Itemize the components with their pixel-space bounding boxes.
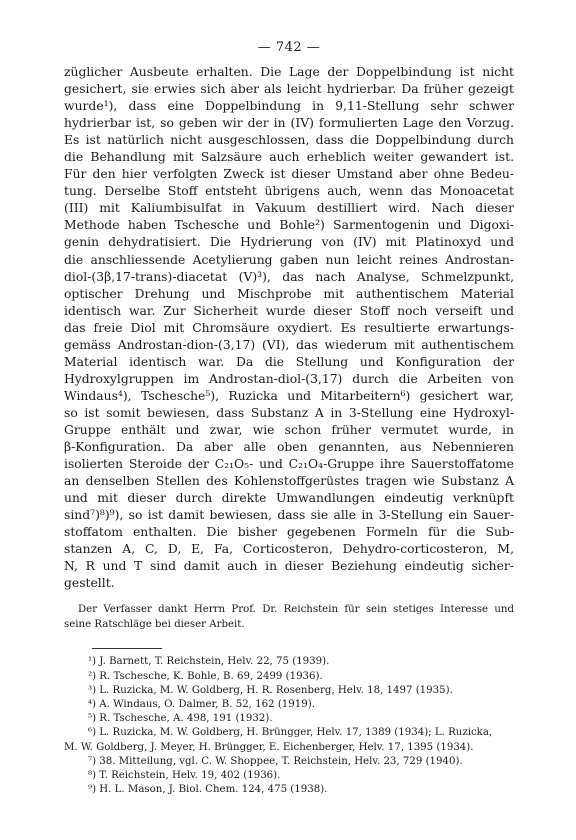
body-line: die Behandlung mit Salzsäure auch erheblich weiter gewandert ist. (64, 150, 514, 165)
body-line: Hydroxylgruppen im Androstan-diol-(3,17) durch die Arbeiten von (64, 371, 514, 386)
footnote-continuation: M. W. Goldberg, J. Meyer, H. Brüngger, E. Eichenberger, Helv. 17, 1395 (1934). (64, 741, 474, 753)
body-line: gemäss Androstan-dion-(3,17) (VI), das wiederum mit authentischem (64, 337, 514, 352)
body-line: Für den hier verfolgten Zweck ist dieser Umstand aber ohne Bedeu- (64, 167, 514, 182)
body-line: Windaus⁴), Tschesche⁵), Ruzicka und Mitarbeitern⁶) gesichert war, (64, 388, 514, 403)
body-line: stanzen A, C, D, E, Fa, Corticosteron, Dehydro-corticosteron, M, (64, 542, 514, 557)
body-line: an denselben Stellen des Kohlenstoffgerüstes tragen wie Substanz A (64, 474, 514, 489)
body-line: die anschliessende Acetylierung gaben nun leicht reines Androstan- (64, 252, 514, 267)
body-line: Es ist natürlich nicht ausgeschlossen, dass die Doppelbindung durch (64, 133, 514, 148)
footnote: ⁹) H. L. Mason, J. Biol. Chem. 124, 475 (1938). (88, 784, 328, 796)
body-line: Gruppe enthält und zwar, wie schon früher vermutet wurde, in (64, 422, 514, 437)
footnote: ¹) J. Barnett, T. Reichstein, Helv. 22, 75 (1939). (88, 656, 330, 668)
body-line: Methode haben Tschesche und Bohle²) Sarmentogenin und Digoxi- (64, 218, 514, 233)
footnote: ⁷) 38. Mitteilung, vgl. C. W. Shoppee, T. Reichstein, Helv. 23, 729 (1940). (88, 755, 463, 767)
body-line: tung. Derselbe Stoff entsteht übrigens auch, wenn das Monoacetat (64, 184, 514, 199)
body-line: identisch war. Zur Sicherheit wurde dieser Stoff noch verseift und (64, 303, 514, 318)
footnote: ⁴) A. Windaus, O. Dalmer, B. 52, 162 (1919). (88, 699, 315, 711)
body-line: sind⁷)⁸)⁹), so ist damit bewiesen, dass sie alle in 3-Stellung ein Sauer- (64, 508, 514, 523)
footnote-list (64, 655, 514, 797)
footnote: ²) R. Tschesche, K. Bohle, B. 69, 2499 (1936). (88, 670, 323, 682)
page-number: — 742 — (257, 40, 321, 55)
body-line: optischer Drehung und Mischprobe mit authentischem Material (64, 286, 514, 301)
footnote: ³) L. Ruzicka, M. W. Goldberg, H. R. Rosenberg, Helv. 18, 1497 (1935). (88, 684, 453, 696)
body-text (64, 64, 514, 592)
footnote: ⁶) L. Ruzicka, M. W. Goldberg, H. Brüngger, Helv. 17, 1389 (1934); L. Ruzicka, (88, 727, 493, 739)
body-line: diol-(3β,17-trans)-diacetat (V)³), das nach Analyse, Schmelzpunkt, (64, 269, 514, 284)
body-line: β-Konfiguration. Da aber alle oben genannten, aus Nebennieren (64, 440, 514, 455)
body-line: gestellt. (64, 576, 115, 591)
acknowledgement-line: Der Verfasser dankt Herrn Prof. Dr. Reichstein für sein stetiges Interesse und (78, 604, 514, 616)
body-line: N, R und T sind damit auch in dieser Beziehung eindeutig sicher- (64, 559, 514, 574)
body-line: wurde¹), dass eine Doppelbindung in 9,11-Stellung sehr schwer (64, 99, 514, 114)
body-line: Material identisch war. Da die Stellung und Konfiguration der (64, 354, 514, 369)
body-line: das freie Diol mit Chromsäure oxydiert. Es resultierte erwartungs- (64, 320, 514, 335)
acknowledgement (64, 603, 514, 632)
body-line: stoffatom enthalten. Die bisher gegebenen Formeln für die Sub- (64, 525, 514, 540)
footnote: ⁵) R. Tschesche, A. 498, 191 (1932). (88, 713, 273, 725)
body-line: so ist somit bewiesen, dass Substanz A in 3-Stellung eine Hydroxyl- (64, 405, 514, 420)
footnote-separator (92, 648, 162, 649)
body-line: züglicher Ausbeute erhalten. Die Lage der Doppelbindung ist nicht (64, 65, 514, 79)
body-line: und mit dieser durch direkte Umwandlungen eindeutig verknüpft (64, 491, 514, 506)
body-line: (III) mit Kaliumbisulfat in Vakuum destilliert wird. Nach dieser (64, 201, 514, 216)
body-line: gesichert, sie erwies sich aber als leicht hydrierbar. Da früher gezeigt (64, 82, 514, 97)
body-line: hydrierbar ist, so geben wir der in (IV) formulierten Lage den Vorzug. (64, 116, 514, 131)
acknowledgement-line: seine Ratschläge bei dieser Arbeit. (64, 618, 245, 630)
footnote: ⁸) T. Reichstein, Helv. 19, 402 (1936). (88, 770, 281, 782)
body-line: genin dehydratisiert. Die Hydrierung von (IV) mit Platinoxyd und (64, 235, 514, 250)
body-line: isolierten Steroide der C₂₁O₅- und C₂₁O₄-Gruppe ihre Sauerstoffatome (64, 457, 514, 472)
